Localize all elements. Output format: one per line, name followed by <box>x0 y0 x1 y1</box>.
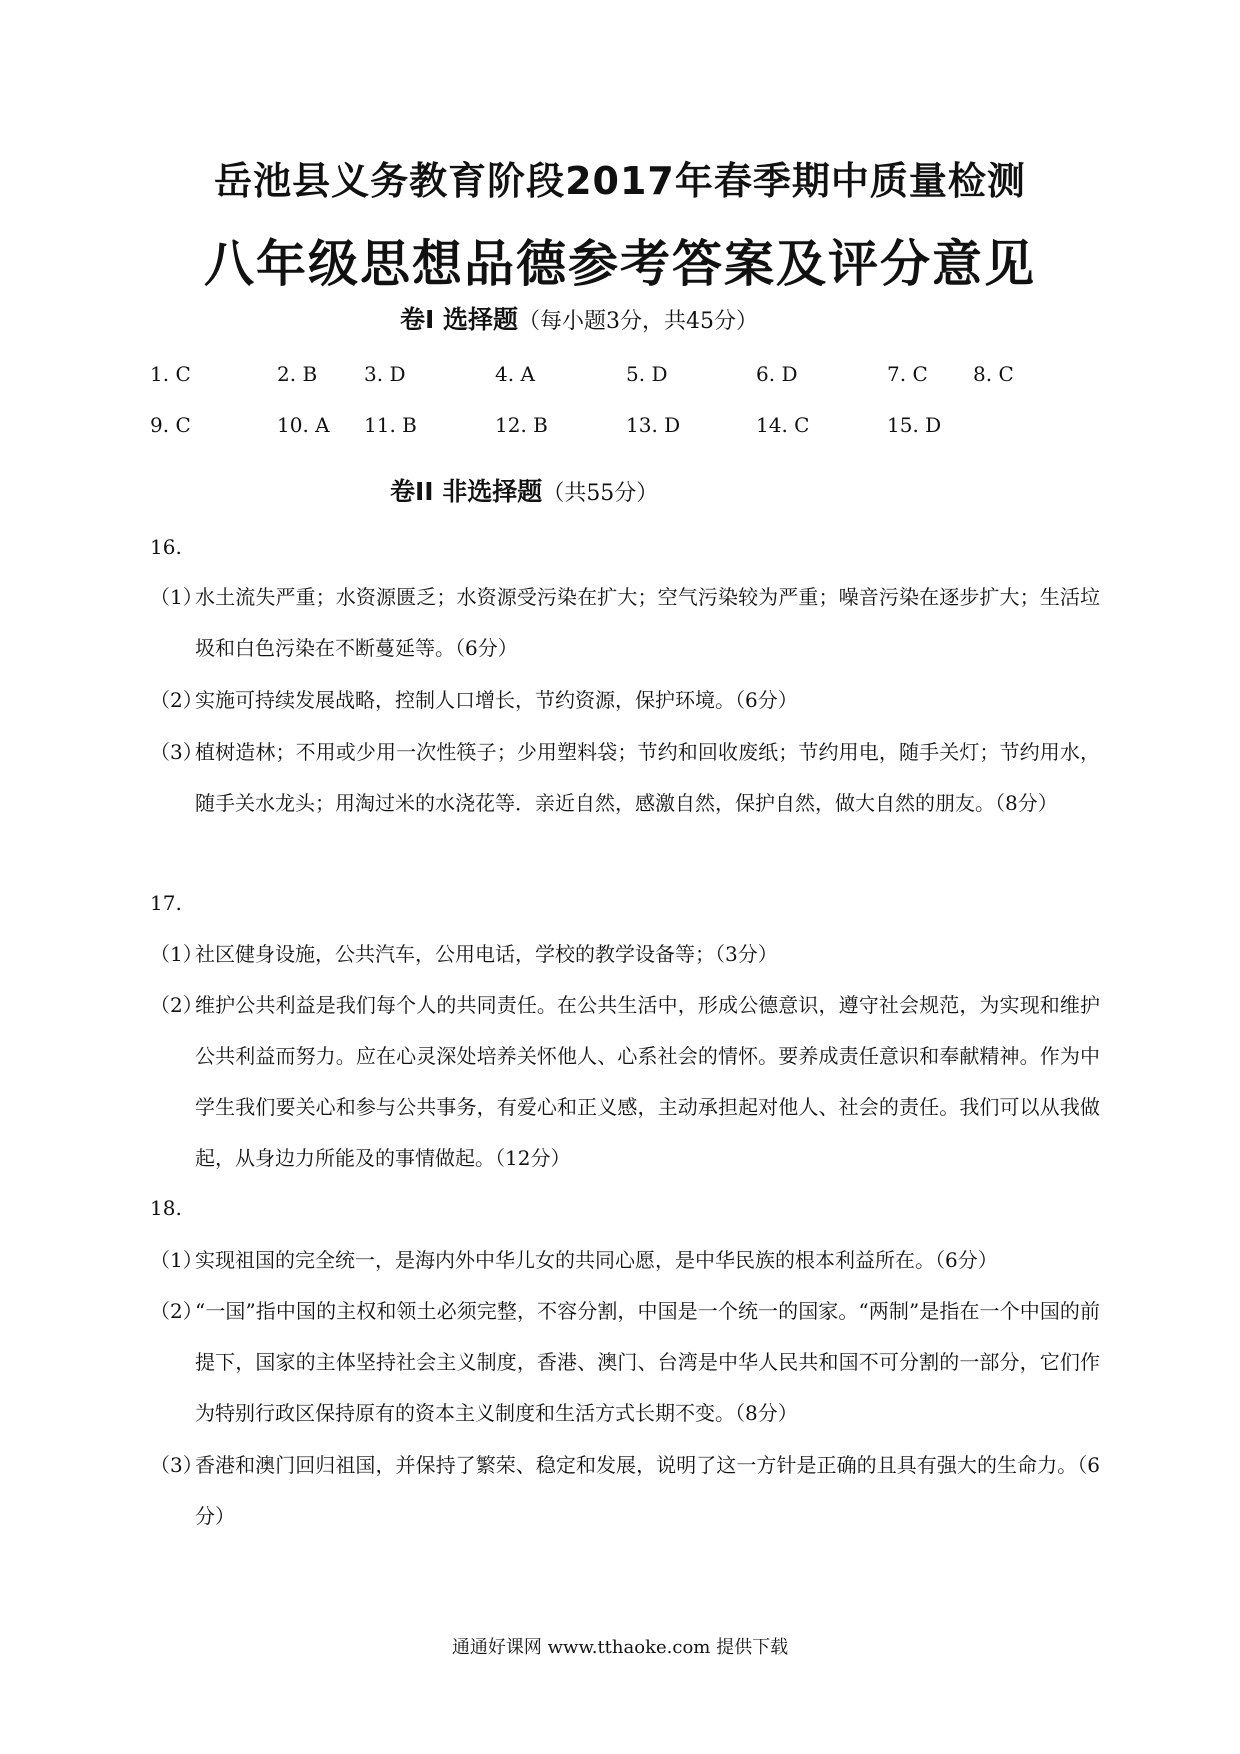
item-label: （1） <box>150 585 203 609</box>
answer-item <box>150 929 1100 980</box>
question-number: 16. <box>150 535 182 559</box>
choice-answer: 14. C <box>756 413 810 437</box>
answer-item <box>150 727 1100 829</box>
item-text: 香港和澳门回归祖国，并保持了繁荣、稳定和发展，说明了这一方针是正确的且具有强大的生命力。（6分） <box>195 1453 1100 1528</box>
item-text: 社区健身设施，公共汽车，公用电话，学校的教学设备等；（3分） <box>195 942 778 966</box>
choice-answer: 15. D <box>887 413 942 437</box>
choice-answer: 3. D <box>364 362 406 386</box>
section1-heading: 卷I 选择题 <box>400 305 519 334</box>
item-text: 实施可持续发展战略，控制人口增长，节约资源，保护环境。（6分） <box>195 688 798 712</box>
download-footer: 通通好课网 www.tthaoke.com 提供下载 <box>451 1637 789 1658</box>
choice-answer: 11. B <box>364 413 417 437</box>
item-label: （1） <box>150 942 203 966</box>
choice-answer: 4. A <box>495 362 535 386</box>
answer-item <box>150 675 1100 726</box>
item-label: （3） <box>150 1453 203 1477</box>
question-number: 17. <box>150 891 182 915</box>
section2-heading: 卷II 非选择题 <box>390 477 543 506</box>
choice-answer: 12. B <box>495 413 548 437</box>
choice-answer: 10. A <box>277 413 330 437</box>
section2-header <box>390 472 658 508</box>
choice-answer: 6. D <box>756 362 798 386</box>
item-label: （2） <box>150 1299 203 1323</box>
choice-answer: 7. C <box>887 362 928 386</box>
item-text: “一国”指中国的主权和领土必须完整，不容分割，中国是一个统一的国家。“两制”是指在一个中国的前提下，国家的主体坚持社会主义制度，香港、澳门、台湾是中华人民共和国不可分割的一部分，它们作为特别行政区保持原有的资本主义制度和生活方式长期不变。（8分） <box>195 1299 1100 1425</box>
choice-answer: 9. C <box>150 413 191 437</box>
item-text: 植树造林；不用或少用一次性筷子；少用塑料袋；节约和回收废纸；节约用电，随手关灯；节约用水，随手关水龙头；用淘过米的水浇花等．亲近自然，感激自然，保护自然，做大自然的朋友。（8分） <box>195 740 1100 815</box>
answer-item <box>150 980 1100 1184</box>
choice-answer: 8. C <box>973 362 1014 386</box>
item-text: 维护公共利益是我们每个人的共同责任。在公共生活中，形成公德意识，遵守社会规范，为实现和维护公共利益而努力。应在心灵深处培养关怀他人、心系社会的情怀。要养成责任意识和奉献精神。作为中学生我们要关心和参与公共事务，有爱心和正义感，主动承担起对他人、社会的责任。我们可以从我做起，从身边力所能及的事情做起。（12分） <box>195 993 1100 1170</box>
exam-title: 岳池县义务教育阶段2017年春季期中质量检测 <box>214 159 1026 203</box>
section1-header <box>400 300 758 336</box>
item-text: 水土流失严重；水资源匮乏；水资源受污染在扩大；空气污染较为严重；噪音污染在逐步扩大；生活垃圾和白色污染在不断蔓延等。（6分） <box>195 585 1100 660</box>
question-number: 18. <box>150 1196 182 1220</box>
section1-note: （每小题3分，共45分） <box>518 309 759 334</box>
choice-answer: 13. D <box>626 413 681 437</box>
answer-item <box>150 1440 1100 1542</box>
answer-item <box>150 1286 1100 1439</box>
answer-key-title: 八年级思想品德参考答案及评分意见 <box>204 235 1036 293</box>
item-label: （1） <box>150 1248 203 1272</box>
choice-answer: 2. B <box>277 362 318 386</box>
item-label: （3） <box>150 740 203 764</box>
section2-note: （共55分） <box>542 481 659 506</box>
choice-answer: 5. D <box>626 362 668 386</box>
answer-item <box>150 572 1100 674</box>
item-label: （2） <box>150 688 203 712</box>
choice-answer: 1. C <box>150 362 191 386</box>
item-label: （2） <box>150 993 203 1017</box>
answer-item <box>150 1235 1100 1286</box>
item-text: 实现祖国的完全统一，是海内外中华儿女的共同心愿，是中华民族的根本利益所在。（6分） <box>195 1248 998 1272</box>
